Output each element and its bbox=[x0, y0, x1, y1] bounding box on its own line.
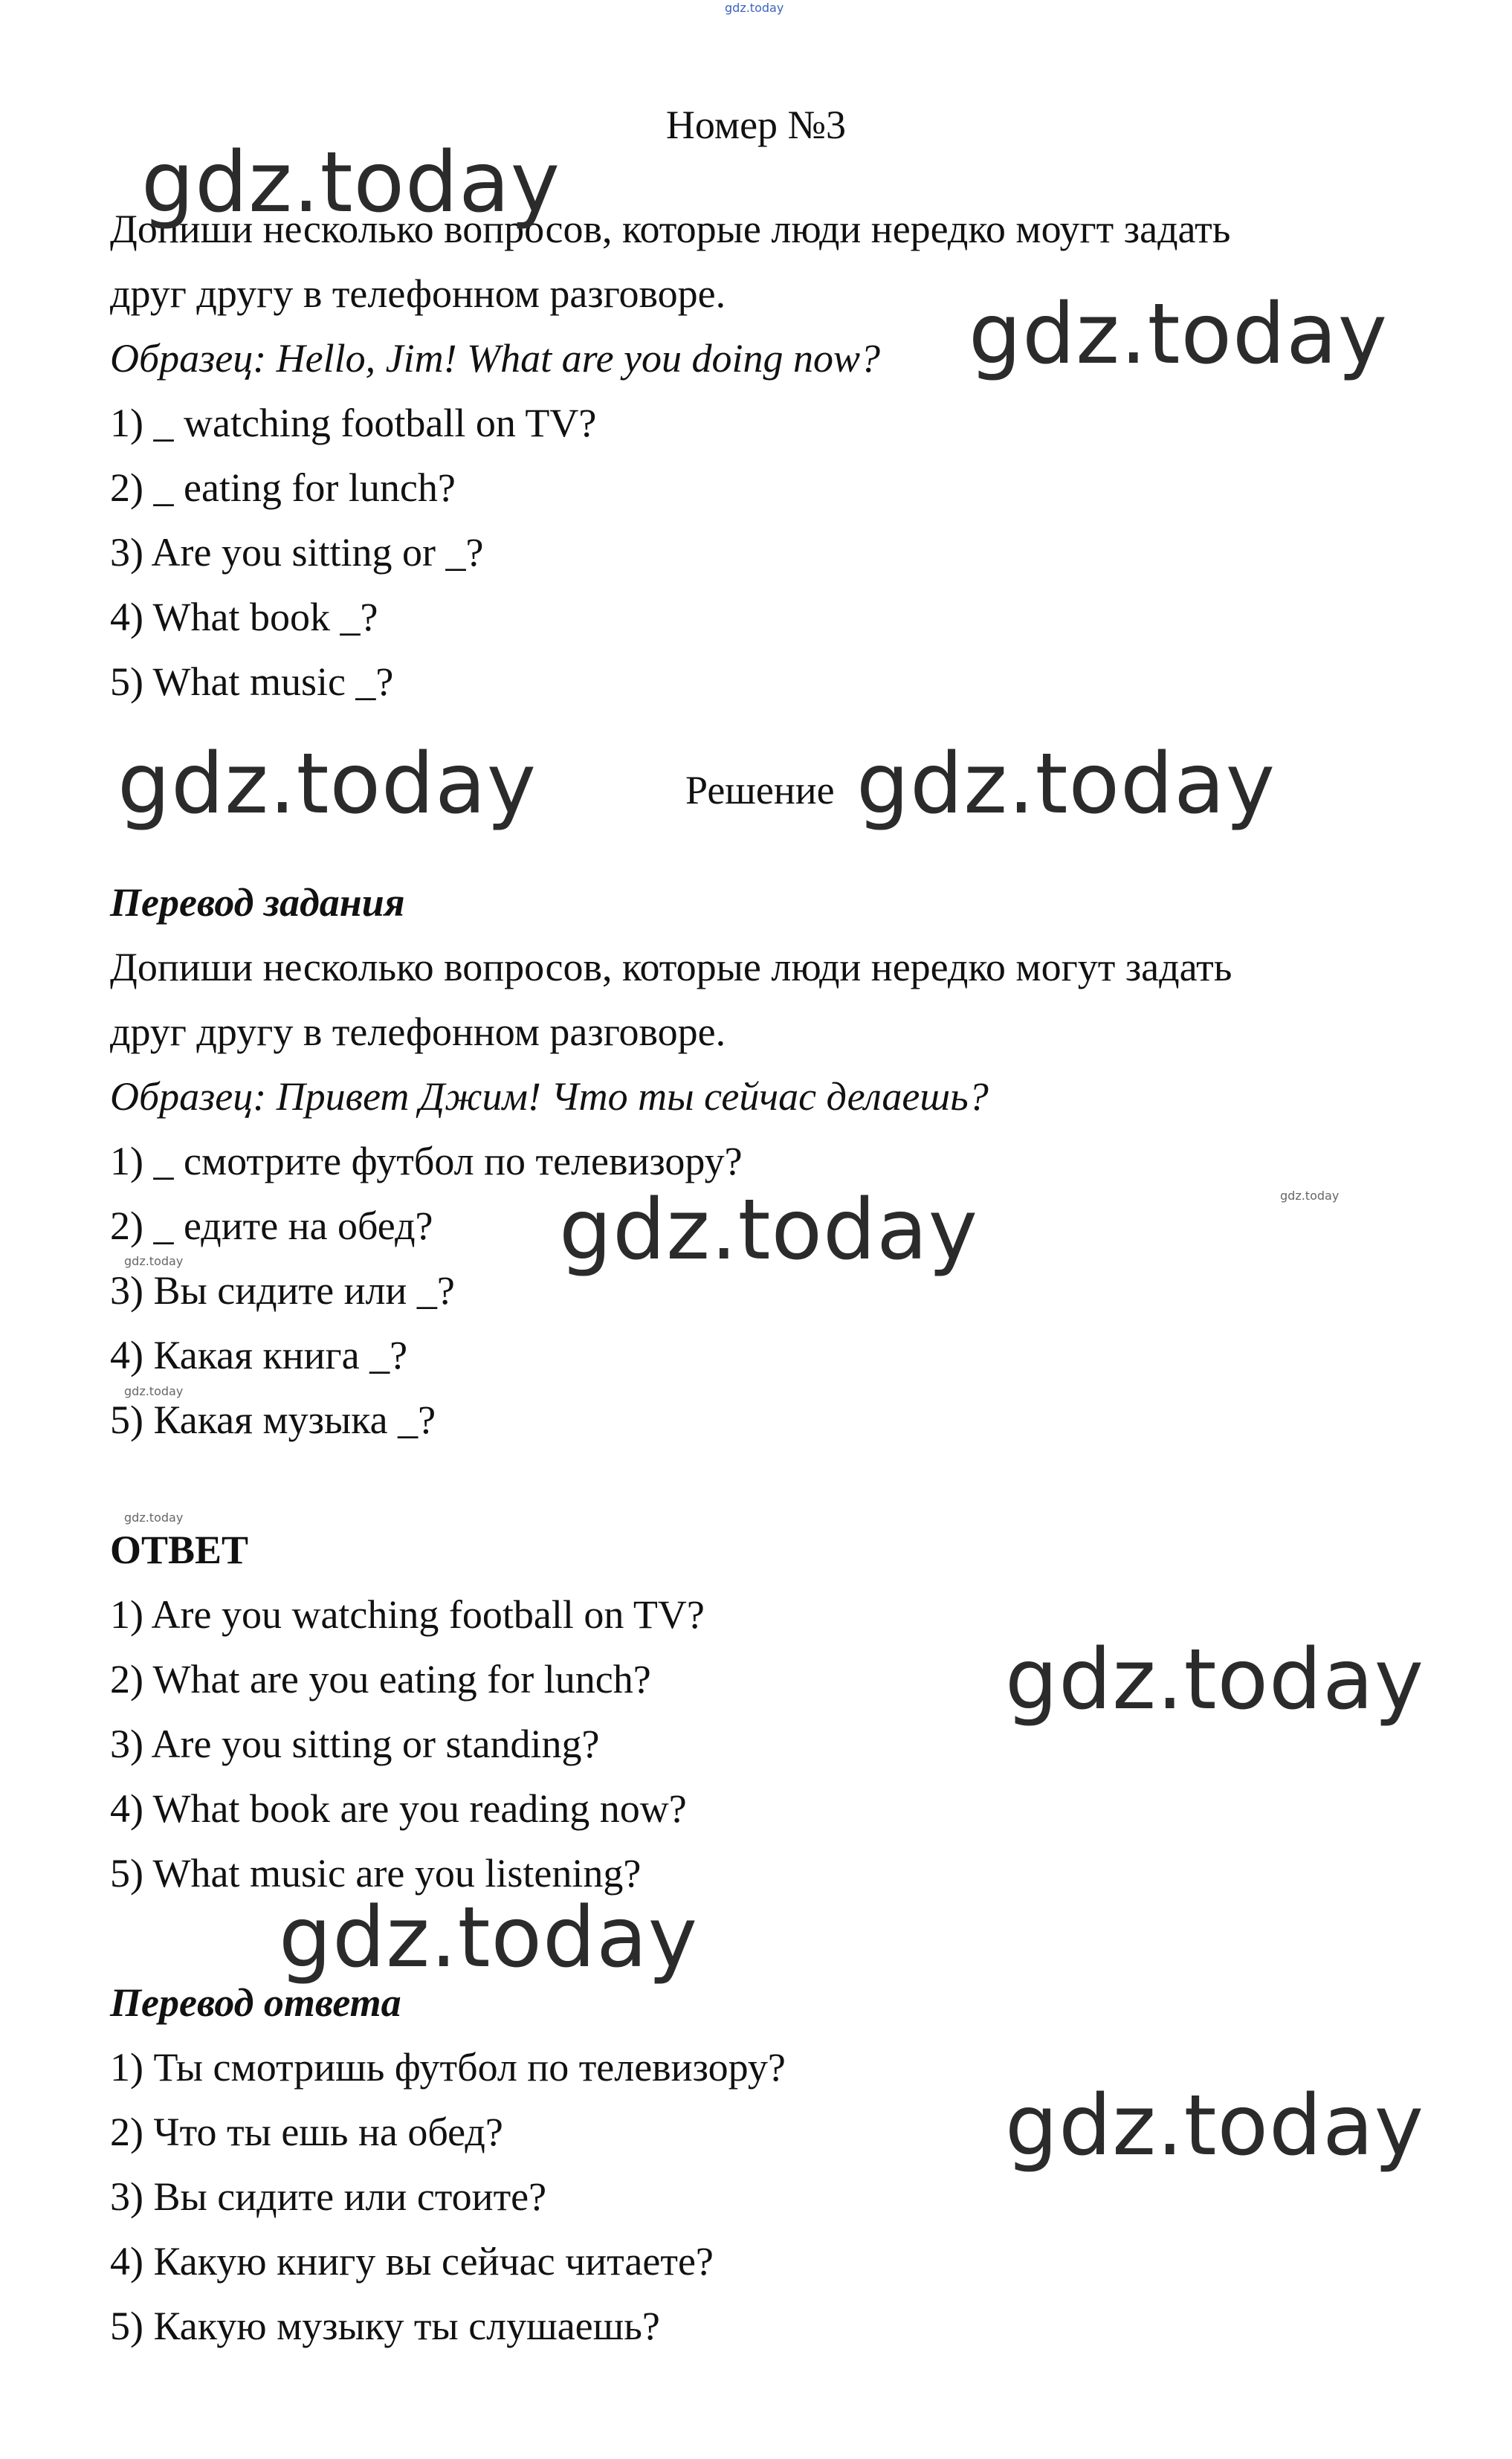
watermark-text: gdz.today bbox=[856, 736, 1276, 833]
task-translation-item: 5) Какая музыка _? bbox=[110, 1397, 436, 1442]
watermark-text: gdz.today bbox=[559, 1182, 979, 1279]
answer-translation-item: 4) Какую книгу вы сейчас читаете? bbox=[110, 2239, 714, 2284]
small-watermark: gdz.today bbox=[124, 1254, 184, 1268]
task-line-2: друг другу в телефонном разговоре. bbox=[110, 271, 726, 316]
small-watermark: gdz.today bbox=[124, 1510, 184, 1525]
answer-item: 1) Are you watching football on TV? bbox=[110, 1592, 705, 1637]
task-translation-item: 3) Вы сидите или _? bbox=[110, 1268, 455, 1313]
top-watermark: gdz.today bbox=[725, 1, 784, 15]
small-watermark: gdz.today bbox=[1280, 1189, 1340, 1203]
answer-item: 4) What book are you reading now? bbox=[110, 1786, 687, 1831]
watermark-text: gdz.today bbox=[141, 135, 561, 231]
task-item: 5) What music _? bbox=[110, 659, 394, 704]
watermark-text: gdz.today bbox=[279, 1890, 699, 1986]
answer-translation-item: 5) Какую музыку ты слушаешь? bbox=[110, 2304, 660, 2348]
watermark-text: gdz.today bbox=[1005, 2078, 1425, 2174]
task-translation-item: 4) Какая книга _? bbox=[110, 1333, 408, 1377]
task-translation-heading: Перевод задания bbox=[110, 880, 405, 925]
answer-item: 3) Are you sitting or standing? bbox=[110, 1722, 600, 1766]
answer-translation-heading: Перевод ответа bbox=[110, 1980, 401, 2025]
page-title: Номер №3 bbox=[665, 103, 847, 147]
task-item: 2) _ eating for lunch? bbox=[110, 465, 456, 510]
task-translation-line-1: Допиши несколько вопросов, которые люди нередко могут задать bbox=[110, 945, 1232, 989]
task-item: 4) What book _? bbox=[110, 595, 378, 639]
task-translation-example: Образец: Привет Джим! Что ты сейчас делаешь? bbox=[110, 1074, 989, 1119]
answer-translation-item: 2) Что ты ешь на обед? bbox=[110, 2110, 503, 2154]
task-item: 1) _ watching football on TV? bbox=[110, 401, 597, 445]
task-translation-item: 1) _ смотрите футбол по телевизору? bbox=[110, 1139, 743, 1183]
watermark-text: gdz.today bbox=[117, 736, 537, 833]
small-watermark: gdz.today bbox=[124, 1384, 184, 1398]
answer-heading: ОТВЕТ bbox=[110, 1528, 249, 1572]
answer-item: 5) What music are you listening? bbox=[110, 1851, 642, 1896]
watermark-text: gdz.today bbox=[1005, 1632, 1425, 1728]
task-translation-line-2: друг другу в телефонном разговоре. bbox=[110, 1009, 726, 1054]
solution-label: Решение bbox=[685, 768, 835, 812]
answer-translation-item: 1) Ты смотришь футбол по телевизору? bbox=[110, 2045, 786, 2090]
task-translation-item: 2) _ едите на обед? bbox=[110, 1203, 433, 1248]
task-example: Образец: Hello, Jim! What are you doing now? bbox=[110, 336, 881, 381]
task-item: 3) Are you sitting or _? bbox=[110, 530, 484, 575]
answer-translation-item: 3) Вы сидите или стоите? bbox=[110, 2174, 547, 2219]
watermark-text: gdz.today bbox=[969, 286, 1389, 383]
task-line-1: Допиши несколько вопросов, которые люди нередко моугт задать bbox=[110, 207, 1231, 251]
answer-item: 2) What are you eating for lunch? bbox=[110, 1657, 651, 1702]
